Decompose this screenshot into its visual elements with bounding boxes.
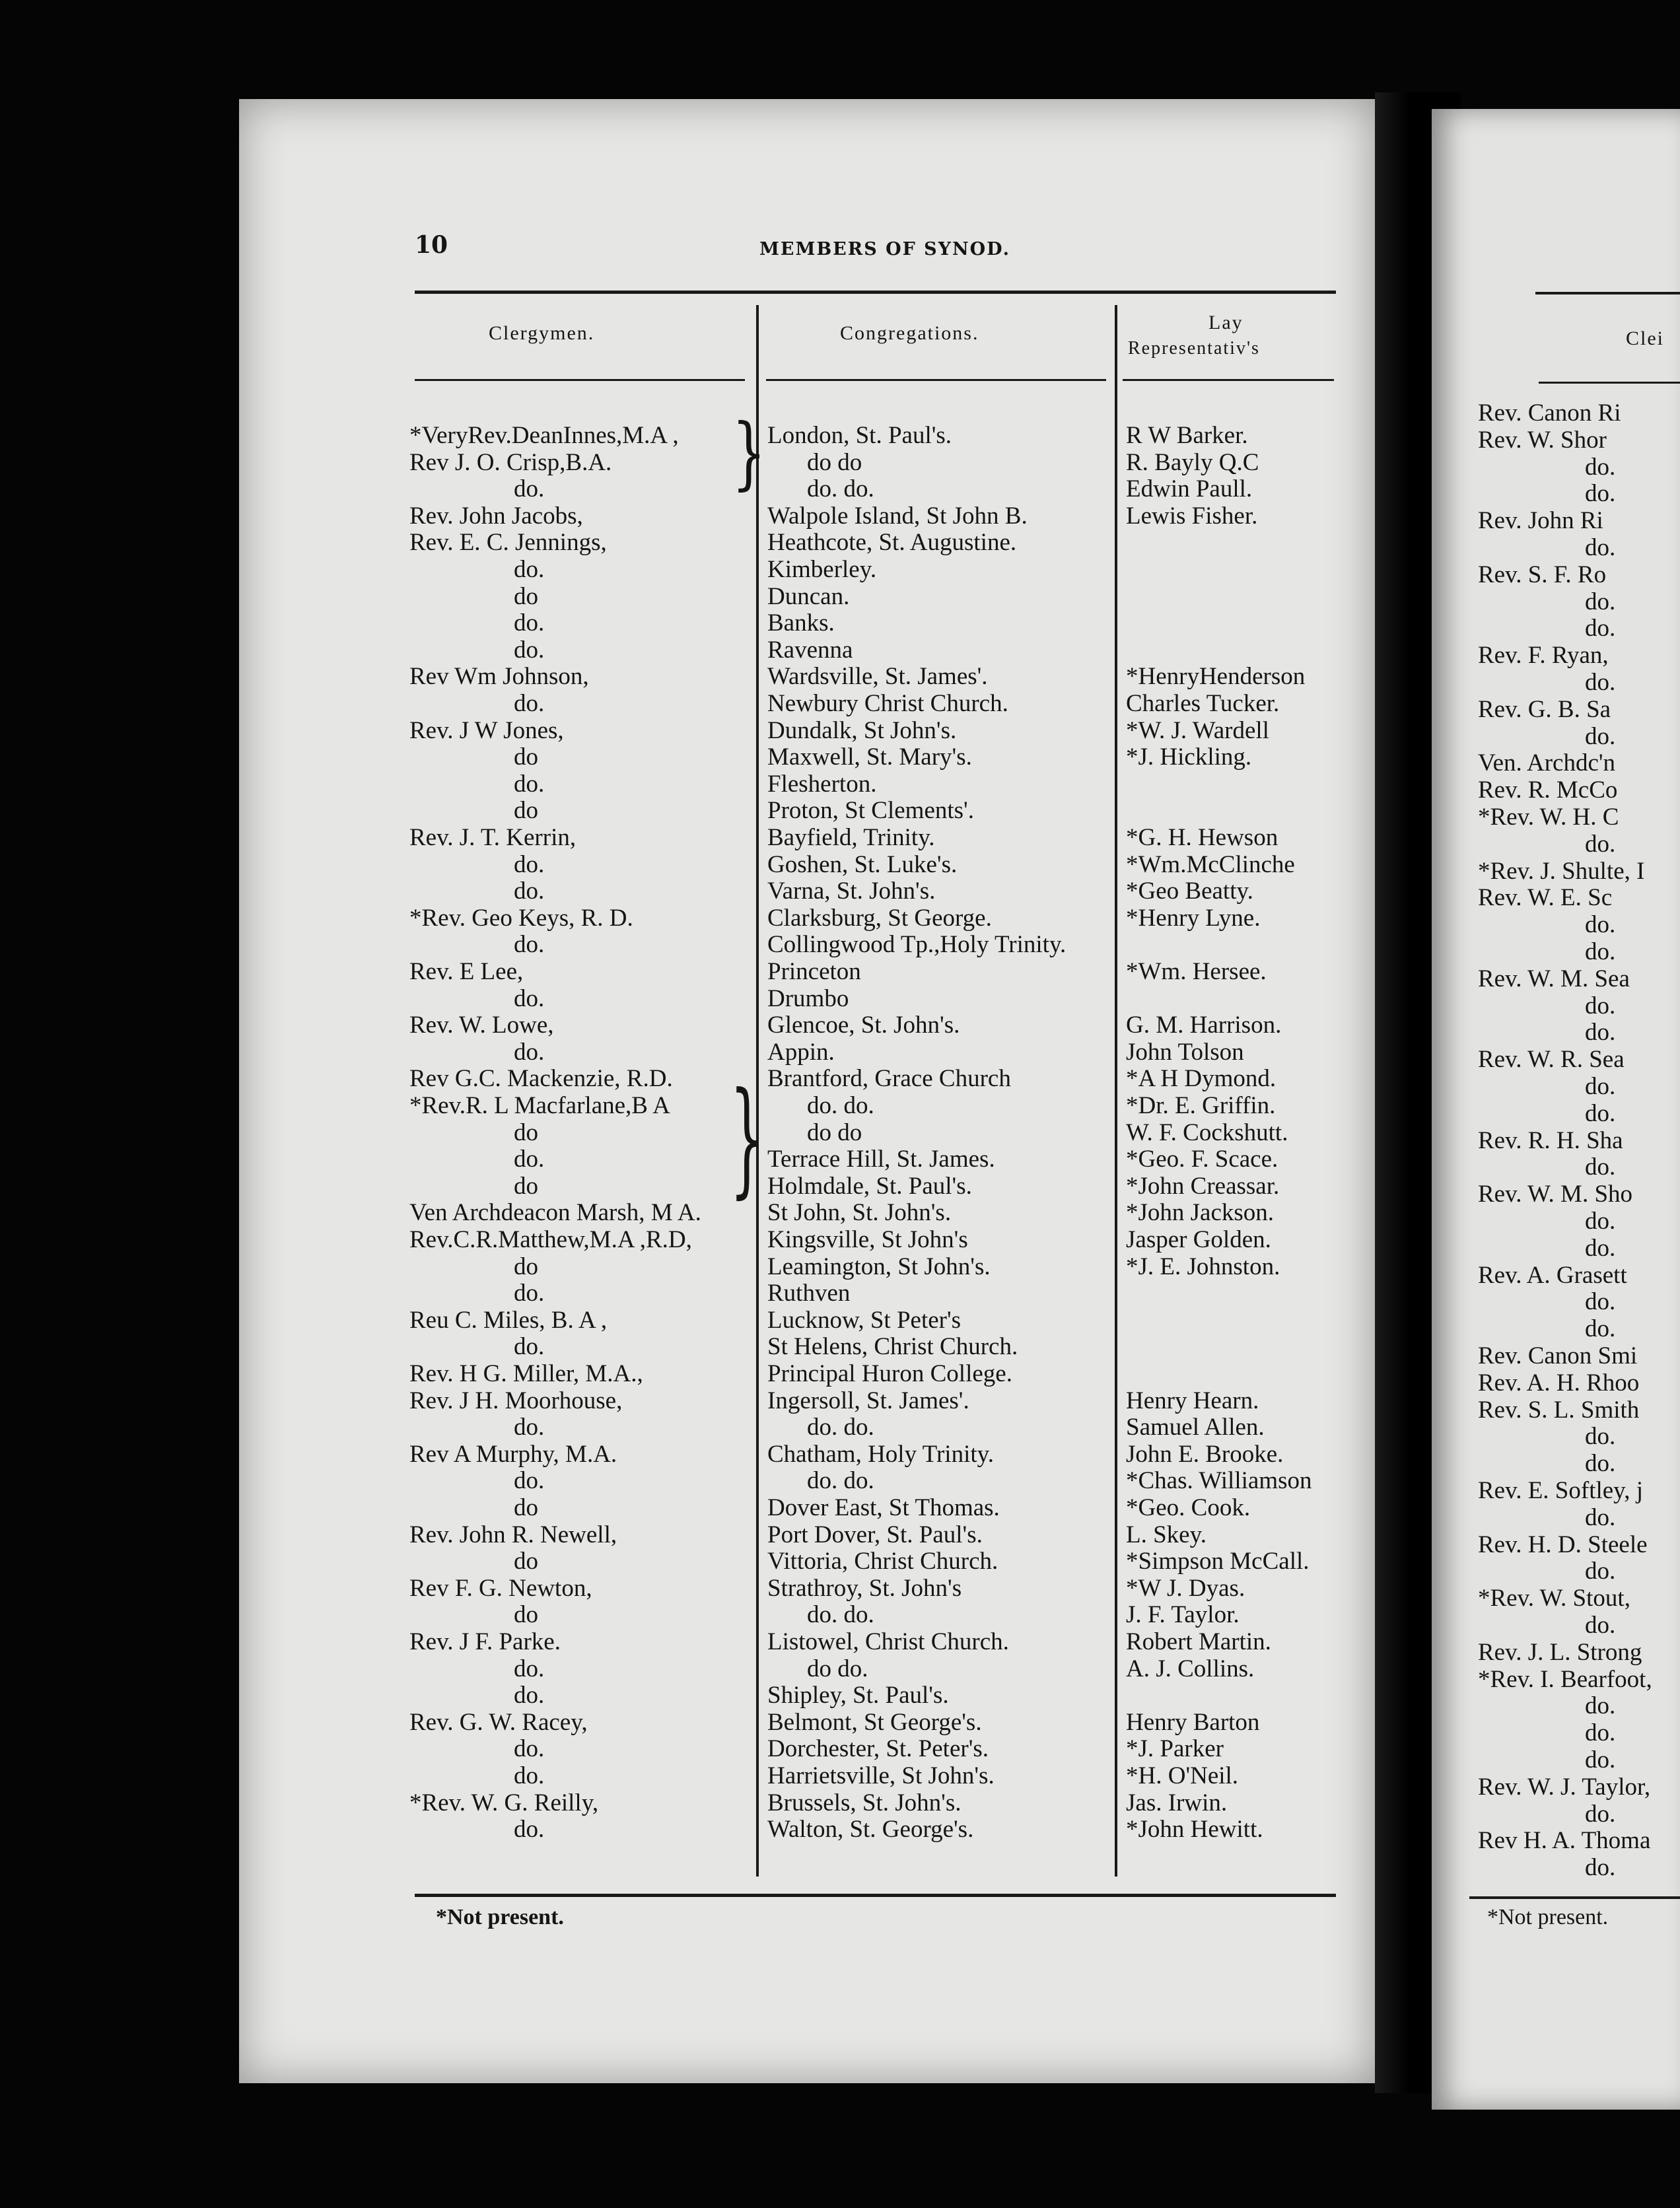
clergyman-entry: *VeryRev.DeanInnes,M.A ,	[409, 422, 679, 449]
right-page-entry: Rev. W. E. Sc	[1478, 884, 1613, 912]
clergyman-entry: do.	[514, 1816, 545, 1844]
right-page-entry: Rev. Canon Smi	[1478, 1342, 1638, 1369]
right-page-entry: Rev. W. M. Sea	[1478, 965, 1630, 992]
clergyman-entry: do	[514, 1494, 538, 1521]
lay-representative-entry: *W. J. Wardell	[1126, 716, 1269, 744]
congregation-entry: Strathroy, St. John's	[767, 1574, 962, 1602]
clergyman-entry: Rev. J H. Moorhouse,	[409, 1387, 623, 1414]
right-page-entry: do.	[1585, 588, 1616, 615]
clergyman-entry: Rev. J. T. Kerrin,	[409, 824, 577, 851]
clergyman-entry: do	[514, 1253, 538, 1280]
page-number: 10	[415, 231, 448, 259]
congregation-entry: St John, St. John's.	[767, 1199, 952, 1227]
right-page-entry: do.	[1585, 1746, 1616, 1774]
clergyman-entry: Rev. John R. Newell,	[409, 1521, 617, 1548]
lay-representative-entry: Jasper Golden.	[1126, 1226, 1271, 1253]
clergyman-entry: Rev. J F. Parke.	[409, 1628, 561, 1655]
clergyman-entry: do.	[514, 1467, 545, 1495]
clergyman-entry: Ven Archdeacon Marsh, M A.	[409, 1199, 701, 1227]
clergyman-entry: do.	[514, 931, 545, 959]
congregation-entry: do do	[807, 448, 862, 476]
clergyman-entry: do.	[514, 1682, 545, 1709]
right-page-entry: Rev. R. McCo	[1478, 776, 1618, 804]
right-page-entry: do.	[1585, 669, 1616, 696]
right-page-entry: do.	[1585, 1558, 1616, 1585]
clergyman-entry: Rev. J W Jones,	[409, 716, 564, 744]
clergyman-entry: do.	[514, 1735, 545, 1763]
congregation-entry: Vittoria, Christ Church.	[767, 1548, 998, 1575]
lay-representative-entry: *John Creassar.	[1126, 1172, 1280, 1200]
right-page-entry: do.	[1585, 480, 1616, 508]
bottom-rule	[415, 1894, 1336, 1897]
congregation-entry: Appin.	[767, 1038, 835, 1066]
clergyman-entry: do.	[514, 1655, 545, 1682]
lay-representative-entry: *Geo. Cook.	[1126, 1494, 1251, 1521]
congregation-entry: Varna, St. John's.	[767, 878, 936, 905]
right-page-entry: do.	[1585, 1208, 1616, 1235]
right-page-entry: do.	[1585, 1503, 1616, 1531]
clergyman-entry: *Rev. Geo Keys, R. D.	[409, 904, 633, 932]
lay-representative-entry: *Dr. E. Griffin.	[1126, 1092, 1276, 1119]
clergyman-entry: Rev A Murphy, M.A.	[409, 1440, 617, 1468]
right-page-entry: do.	[1585, 1612, 1616, 1639]
right-page-entry: Rev. John Ri	[1478, 507, 1603, 535]
right-page-entry: Rev. J. L. Strong	[1478, 1638, 1642, 1666]
clergyman-entry: do	[514, 743, 538, 771]
lay-representative-entry: John Tolson	[1126, 1038, 1244, 1066]
right-footnote: *Not present.	[1487, 1905, 1609, 1929]
congregation-entry: Newbury Christ Church.	[767, 690, 1008, 717]
clergyman-entry: Rev.C.R.Matthew,M.A ,R.D,	[409, 1226, 692, 1253]
right-page-entry: do.	[1585, 1719, 1616, 1747]
right-page-entry: Rev. G. B. Sa	[1478, 695, 1611, 723]
congregation-entry: Dorchester, St. Peter's.	[767, 1735, 989, 1763]
congregation-entry: Kimberley.	[767, 556, 877, 583]
header-top-rule	[415, 291, 1336, 294]
lay-representative-entry: Lewis Fisher.	[1126, 502, 1258, 530]
right-page-entry: Rev. S. L. Smith	[1478, 1396, 1640, 1424]
clergyman-entry: do.	[514, 1038, 545, 1066]
lay-representative-entry: Charles Tucker.	[1126, 690, 1280, 717]
clergyman-entry: do.	[514, 636, 545, 664]
right-page-entry: do.	[1585, 1315, 1616, 1343]
right-page-entry: do.	[1585, 1073, 1616, 1100]
congregation-entry: Banks.	[767, 609, 835, 637]
lay-representative-entry: *Geo Beatty.	[1126, 878, 1253, 905]
lay-representative-entry: John E. Brooke.	[1126, 1440, 1284, 1468]
clergyman-entry: do.	[514, 878, 545, 905]
right-page-entry: do.	[1585, 1154, 1616, 1181]
right-page-entry: *Rev. W. Stout,	[1478, 1585, 1630, 1612]
column-header-lay-line2: Representativ's	[1128, 338, 1260, 359]
footnote-not-present: *Not present.	[436, 1905, 564, 1929]
clergyman-entry: do	[514, 797, 538, 825]
lay-representative-entry: *A H Dymond.	[1126, 1065, 1277, 1093]
right-page-entry: do.	[1585, 830, 1616, 858]
congregation-entry: Holmdale, St. Paul's.	[767, 1172, 972, 1200]
lay-representative-entry: J. F. Taylor.	[1126, 1601, 1240, 1629]
lay-representative-entry: Samuel Allen.	[1126, 1414, 1265, 1441]
column-header-lay-line1: Lay	[1208, 312, 1243, 333]
right-page-entry: Rev. E. Softley, j	[1478, 1477, 1644, 1504]
right-page-entry: Rev. F. Ryan,	[1478, 642, 1609, 670]
congregation-entry: Leamington, St John's.	[767, 1253, 991, 1280]
header-bottom-rule-2	[766, 379, 1106, 381]
right-page-entry: Rev. Canon Ri	[1478, 399, 1621, 427]
clergyman-entry: Rev J. O. Crisp,B.A.	[409, 448, 612, 476]
right-bottom-rule	[1469, 1896, 1680, 1899]
congregation-entry: do. do.	[807, 1467, 874, 1495]
clergyman-entry: do.	[514, 609, 545, 637]
clergyman-entry: do.	[514, 1280, 545, 1307]
lay-representative-entry: *Simpson McCall.	[1126, 1548, 1310, 1575]
congregation-entry: Principal Huron College.	[767, 1360, 1012, 1387]
header-bottom-rule-3	[1123, 379, 1334, 381]
bracket-london-group: }	[732, 407, 767, 499]
lay-representative-entry: *J. E. Johnston.	[1126, 1253, 1280, 1280]
clergyman-entry: do.	[514, 1762, 545, 1789]
congregation-entry: do. do.	[807, 1092, 874, 1119]
right-page-entry: do.	[1585, 992, 1616, 1019]
right-header-top-rule	[1535, 292, 1680, 294]
lay-representative-entry: *HenryHenderson	[1126, 663, 1306, 691]
clergyman-entry: Rev. E Lee,	[409, 958, 524, 985]
congregation-entry: Dover East, St Thomas.	[767, 1494, 1000, 1521]
clergyman-entry: do	[514, 1548, 538, 1575]
congregation-entry: Shipley, St. Paul's.	[767, 1682, 949, 1709]
right-page-entry: *Rev. I. Bearfoot,	[1478, 1665, 1652, 1693]
lay-representative-entry: G. M. Harrison.	[1126, 1012, 1282, 1039]
lay-representative-entry: R W Barker.	[1126, 422, 1248, 449]
clergyman-entry: Rev. E. C. Jennings,	[409, 529, 607, 557]
clergyman-entry: Reu C. Miles, B. A ,	[409, 1306, 608, 1334]
congregation-entry: Ruthven	[767, 1280, 851, 1307]
congregation-entry: Harrietsville, St John's.	[767, 1762, 995, 1789]
right-page-entry: Rev. H. D. Steele	[1478, 1531, 1648, 1558]
lay-representative-entry: A. J. Collins.	[1126, 1655, 1255, 1682]
congregation-entry: Dundalk, St John's.	[767, 716, 957, 744]
right-page-entry: *Rev. J. Shulte, I	[1478, 857, 1645, 885]
right-page-entry: do.	[1585, 1800, 1616, 1828]
clergyman-entry: do.	[514, 690, 545, 717]
clergyman-entry: Rev. G. W. Racey,	[409, 1708, 588, 1736]
right-page-entry: do.	[1585, 1854, 1616, 1882]
congregation-entry: Walpole Island, St John B.	[767, 502, 1028, 530]
clergyman-entry: do	[514, 1172, 538, 1200]
congregation-entry: Ravenna	[767, 636, 853, 664]
clergyman-entry: *Rev. W. G. Reilly,	[409, 1789, 599, 1816]
right-page-entry: do.	[1585, 615, 1616, 642]
right-page-entry: Rev H. A. Thoma	[1478, 1827, 1651, 1855]
lay-representative-entry: *G. H. Hewson	[1126, 824, 1278, 851]
congregation-entry: Princeton	[767, 958, 861, 985]
clergyman-entry: do.	[514, 1414, 545, 1441]
right-page-entry: Rev. R. H. Sha	[1478, 1126, 1623, 1154]
right-page-entry: Ven. Archdc'n	[1478, 749, 1616, 777]
congregation-entry: Collingwood Tp.,Holy Trinity.	[767, 931, 1067, 959]
lay-representative-entry: *John Jackson.	[1126, 1199, 1275, 1227]
clergyman-entry: Rev F. G. Newton,	[409, 1574, 592, 1602]
clergyman-entry: do	[514, 1119, 538, 1146]
lay-representative-entry: *Wm.McClinche	[1126, 850, 1295, 878]
column-header-clergymen: Clergymen.	[489, 322, 595, 344]
clergyman-entry: Rev. W. Lowe,	[409, 1012, 554, 1039]
clergyman-entry: do.	[514, 556, 545, 583]
congregation-entry: Port Dover, St. Paul's.	[767, 1521, 983, 1548]
right-page-entry: do.	[1585, 1423, 1616, 1451]
lay-representative-entry: Henry Hearn.	[1126, 1387, 1259, 1414]
clergyman-entry: Rev. H G. Miller, M.A.,	[409, 1360, 643, 1387]
clergyman-entry: do	[514, 1601, 538, 1629]
congregation-entry: Drumbo	[767, 984, 849, 1012]
congregation-entry: Brussels, St. John's.	[767, 1789, 962, 1816]
congregation-entry: do. do.	[807, 475, 874, 503]
right-page-entry: do.	[1585, 1450, 1616, 1478]
lay-representative-entry: *John Hewitt.	[1126, 1816, 1263, 1844]
lay-representative-entry: *J. Parker	[1126, 1735, 1224, 1763]
lay-representative-entry: Jas. Irwin.	[1126, 1789, 1228, 1816]
congregation-entry: St Helens, Christ Church.	[767, 1333, 1018, 1361]
right-page-entry: Rev. S. F. Ro	[1478, 561, 1607, 588]
congregation-entry: Wardsville, St. James'.	[767, 663, 988, 691]
congregation-entry: Kingsville, St John's	[767, 1226, 968, 1253]
congregation-entry: Bayfield, Trinity.	[767, 824, 935, 851]
lay-representative-entry: Edwin Paull.	[1126, 475, 1253, 503]
running-title: MEMBERS OF SYNOD.	[759, 239, 1011, 259]
column-divider-2	[1115, 305, 1117, 1877]
right-page-entry: do.	[1585, 1692, 1616, 1720]
congregation-entry: London, St. Paul's.	[767, 422, 952, 449]
congregation-entry: do. do.	[807, 1601, 874, 1629]
congregation-entry: do do.	[807, 1655, 868, 1682]
congregation-entry: Clarksburg, St George.	[767, 904, 992, 932]
congregation-entry: Maxwell, St. Mary's.	[767, 743, 972, 771]
right-page-entry: do.	[1585, 722, 1616, 750]
lay-representative-entry: *H. O'Neil.	[1126, 1762, 1239, 1789]
clergyman-entry: do.	[514, 475, 545, 503]
right-page-entry: do.	[1585, 453, 1616, 481]
lay-representative-entry: *Henry Lyne.	[1126, 904, 1261, 932]
congregation-entry: Ingersoll, St. James'.	[767, 1387, 969, 1414]
right-page-entry: Rev. W. Shor	[1478, 426, 1607, 454]
right-page-entry: do.	[1585, 911, 1616, 939]
clergyman-entry: do.	[514, 984, 545, 1012]
clergyman-entry: Rev. John Jacobs,	[409, 502, 583, 530]
congregation-entry: do. do.	[807, 1414, 874, 1441]
lay-representative-entry: Henry Barton	[1126, 1708, 1260, 1736]
lay-representative-entry: R. Bayly Q.C	[1126, 448, 1259, 476]
bracket-brantford-group: }	[730, 1066, 765, 1212]
column-header-congregations: Congregations.	[840, 322, 979, 344]
clergyman-entry: Rev Wm Johnson,	[409, 663, 589, 691]
clergyman-entry: do.	[514, 1146, 545, 1173]
right-column-header: Clei	[1626, 328, 1664, 349]
lay-representative-entry: *Wm. Hersee.	[1126, 958, 1267, 985]
header-bottom-rule-1	[415, 379, 745, 381]
right-page-entry: Rev. W. R. Sea	[1478, 1046, 1625, 1074]
clergyman-entry: do.	[514, 1333, 545, 1361]
congregation-entry: Goshen, St. Luke's.	[767, 850, 958, 878]
congregation-entry: Terrace Hill, St. James.	[767, 1146, 995, 1173]
congregation-entry: Lucknow, St Peter's	[767, 1306, 962, 1334]
congregation-entry: Chatham, Holy Trinity.	[767, 1440, 994, 1468]
right-page-entry: do.	[1585, 1234, 1616, 1262]
congregation-entry: Duncan.	[767, 582, 850, 610]
right-page-entry: do.	[1585, 1288, 1616, 1316]
congregation-entry: do do	[807, 1119, 862, 1146]
right-page-entry: Rev. A. H. Rhoo	[1478, 1369, 1640, 1397]
clergyman-entry: do.	[514, 770, 545, 798]
right-page-entry: do.	[1585, 1019, 1616, 1047]
lay-representative-entry: W. F. Cockshutt.	[1126, 1119, 1288, 1146]
right-page-entry: Rev. W. M. Sho	[1478, 1181, 1633, 1208]
right-header-bottom-rule	[1539, 382, 1680, 384]
lay-representative-entry: Robert Martin.	[1126, 1628, 1271, 1655]
clergyman-entry: do	[514, 582, 538, 610]
lay-representative-entry: *Geo. F. Scace.	[1126, 1146, 1278, 1173]
congregation-entry: Listowel, Christ Church.	[767, 1628, 1009, 1655]
lay-representative-entry: L. Skey.	[1126, 1521, 1207, 1548]
congregation-entry: Belmont, St George's.	[767, 1708, 982, 1736]
right-page-entry: do.	[1585, 938, 1616, 965]
clergyman-entry: Rev G.C. Mackenzie, R.D.	[409, 1065, 673, 1093]
clergyman-entry: do.	[514, 850, 545, 878]
congregation-entry: Proton, St Clements'.	[767, 797, 974, 825]
congregation-entry: Heathcote, St. Augustine.	[767, 529, 1017, 557]
clergyman-entry: *Rev.R. L Macfarlane,B A	[409, 1092, 670, 1119]
lay-representative-entry: *J. Hickling.	[1126, 743, 1252, 771]
lay-representative-entry: *W J. Dyas.	[1126, 1574, 1245, 1602]
congregation-entry: Brantford, Grace Church	[767, 1065, 1011, 1093]
right-page-entry: Rev. A. Grasett	[1478, 1261, 1627, 1289]
congregation-entry: Glencoe, St. John's.	[767, 1012, 960, 1039]
congregation-entry: Flesherton.	[767, 770, 877, 798]
right-page-entry: Rev. W. J. Taylor,	[1478, 1773, 1651, 1801]
lay-representative-entry: *Chas. Williamson	[1126, 1467, 1312, 1495]
right-page-entry: do.	[1585, 534, 1616, 561]
right-page-entry: do.	[1585, 1099, 1616, 1127]
congregation-entry: Walton, St. George's.	[767, 1816, 974, 1844]
right-page-entry: *Rev. W. H. C	[1478, 804, 1619, 831]
